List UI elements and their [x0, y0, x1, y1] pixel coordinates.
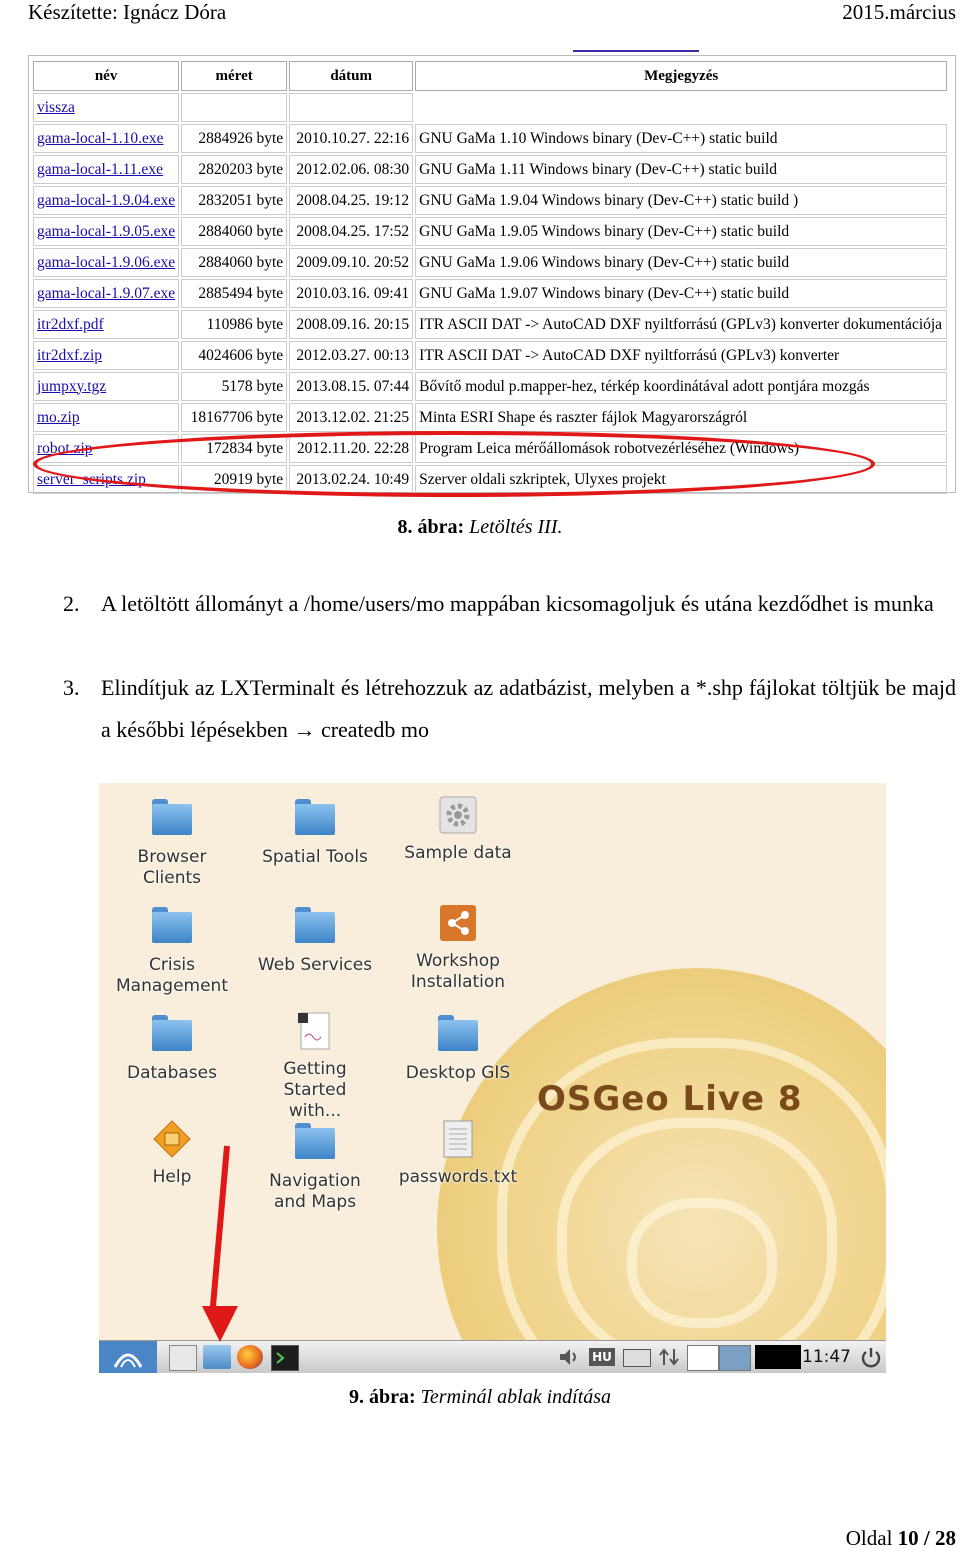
step-number: 3. [63, 675, 80, 700]
file-listing-screenshot [28, 55, 956, 493]
file-size: 2885494 byte [181, 279, 287, 308]
desktop-icon-label: Getting Started with... [283, 1059, 347, 1121]
desktop-icon-label: Help [152, 1167, 192, 1187]
desktop-icon-label: Spatial Tools [262, 847, 368, 867]
file-link[interactable]: gama-local-1.10.exe [37, 129, 164, 147]
show-desktop-button[interactable] [169, 1345, 197, 1371]
table-row [33, 403, 947, 432]
file-note: GNU GaMa 1.10 Windows binary (Dev-C++) static build [415, 124, 947, 153]
file-link[interactable]: mo.zip [37, 408, 80, 426]
figure-8-caption [0, 516, 960, 539]
file-link[interactable]: gama-local-1.11.exe [37, 160, 163, 178]
file-note: GNU GaMa 1.9.05 Windows binary (Dev-C++) static build [415, 217, 947, 246]
step-3 [63, 667, 956, 751]
link-underline-fragment [573, 50, 699, 52]
file-date: 2009.09.10. 20:52 [289, 248, 413, 277]
file-link[interactable]: gama-local-1.9.04.exe [37, 191, 176, 209]
step-text: A letöltött állományt a /home/users/mo mappában kicsomagoljuk és utána kezdődhet is munka [101, 591, 934, 616]
table-row [33, 279, 947, 308]
table-header-row [33, 61, 947, 91]
file-note: Bővítő modul p.mapper-hez, térkép koordinátával adott pontjára mozgás [415, 372, 947, 401]
caption-text: Letöltés III. [469, 516, 563, 538]
file-date: 2013.12.02. 21:25 [289, 403, 413, 432]
file-note: Szerver oldali szkriptek, Ulyxes projekt [415, 465, 947, 494]
cpu-monitor [755, 1345, 801, 1369]
column-header-date[interactable]: dátum [289, 61, 413, 91]
file-date: 2010.03.16. 09:41 [289, 279, 413, 308]
terminal-icon[interactable] [271, 1345, 299, 1371]
desktop-icon-label: Workshop Installation [410, 951, 506, 992]
file-size: 2820203 byte [181, 155, 287, 184]
desktop-icon[interactable] [398, 903, 518, 993]
file-link[interactable]: jumpxy.tgz [37, 377, 107, 395]
desktop-icon-label: Browser Clients [137, 847, 207, 888]
column-header-size[interactable]: méret [181, 61, 287, 91]
desktop-icon[interactable] [112, 795, 232, 889]
desktop-icon-label: Web Services [257, 955, 373, 975]
start-menu-button[interactable] [99, 1341, 157, 1373]
date-header: 2015.március [842, 0, 956, 24]
file-note: GNU GaMa 1.9.04 Windows binary (Dev-C++) static build ) [415, 186, 947, 215]
workspace-2[interactable] [719, 1345, 751, 1371]
network-icon[interactable] [657, 1345, 681, 1369]
file-link[interactable]: gama-local-1.9.07.exe [37, 284, 176, 302]
table-row [33, 186, 947, 215]
desktop-icon[interactable] [255, 1119, 375, 1213]
keyboard-layout-indicator[interactable]: HU [589, 1348, 615, 1366]
file-date: 2013.08.15. 07:44 [289, 372, 413, 401]
command-text: createdb mo [320, 717, 430, 742]
table-row [33, 310, 947, 339]
file-date: 2013.02.24. 10:49 [289, 465, 413, 494]
table-row [33, 341, 947, 370]
table-row-back [33, 93, 947, 122]
taskbar [99, 1340, 886, 1373]
firefox-icon[interactable] [237, 1345, 263, 1369]
desktop-icon[interactable] [398, 1011, 518, 1084]
workspace-1[interactable] [687, 1345, 719, 1371]
file-date: 2008.04.25. 19:12 [289, 186, 413, 215]
file-size: 110986 byte [181, 310, 287, 339]
step-number: 2. [63, 591, 80, 616]
file-date: 2010.10.27. 22:16 [289, 124, 413, 153]
file-size: 5178 byte [181, 372, 287, 401]
folder-icon [295, 799, 335, 839]
file-date: 2012.03.27. 00:13 [289, 341, 413, 370]
desktop-icon[interactable] [112, 1011, 232, 1084]
file-size: 2832051 byte [181, 186, 287, 215]
file-link[interactable]: robot.zip [37, 439, 93, 457]
desktop-icon[interactable] [255, 1011, 375, 1122]
file-note: Minta ESRI Shape és raszter fájlok Magyarországról [415, 403, 947, 432]
table-row [33, 372, 947, 401]
red-arrow-head [202, 1306, 238, 1342]
step-body: Elindítjuk az LXTerminalt és létrehozzuk az adatbázist, melyben a *.shp fájlokat töltjük be majd a későbbi lépésekben [101, 675, 956, 742]
folder-icon [295, 907, 335, 947]
clock[interactable]: 11:47 [802, 1347, 851, 1367]
table-row [33, 248, 947, 277]
folder-icon [295, 1123, 335, 1163]
step-text [101, 667, 956, 751]
caption-text: Terminál ablak indítása [420, 1386, 612, 1408]
file-size: 172834 byte [181, 434, 287, 463]
help-icon [152, 1119, 192, 1159]
folder-icon [152, 799, 192, 839]
file-link[interactable]: itr2dxf.zip [37, 346, 102, 364]
desktop-icon-label: passwords.txt [398, 1167, 518, 1187]
file-size: 2884060 byte [181, 217, 287, 246]
file-link[interactable]: itr2dxf.pdf [37, 315, 104, 333]
caption-label: 8. ábra: [397, 516, 465, 538]
column-header-name[interactable]: név [33, 61, 179, 91]
file-size: 2884060 byte [181, 248, 287, 277]
file-note: GNU GaMa 1.9.07 Windows binary (Dev-C++) static build [415, 279, 947, 308]
file-link[interactable]: gama-local-1.9.05.exe [37, 222, 176, 240]
file-note: ITR ASCII DAT -> AutoCAD DXF nyiltforrású (GPLv3) konverter [415, 341, 947, 370]
file-size: 18167706 byte [181, 403, 287, 432]
osgeo-start-icon [99, 1341, 157, 1373]
file-date: 2012.02.06. 08:30 [289, 155, 413, 184]
wallpaper-title: OSGeo Live 8 [537, 1079, 803, 1119]
file-note: Program Leica mérőállomások robotvezérléséhez (Windows) [415, 434, 947, 463]
file-size: 4024606 byte [181, 341, 287, 370]
arrow-right-icon: → [293, 717, 316, 742]
table-row [33, 217, 947, 246]
folder-icon [438, 1015, 478, 1055]
desktop-icon-label: Sample data [404, 843, 512, 863]
table-row [33, 124, 947, 153]
file-size: 20919 byte [181, 465, 287, 494]
gear-icon [438, 795, 478, 835]
file-note: ITR ASCII DAT -> AutoCAD DXF nyiltforrású (GPLv3) konverter dokumentációja [415, 310, 947, 339]
desktop-icon-label: Crisis Management [116, 955, 228, 996]
figure-9-caption [0, 1386, 960, 1409]
table-row [33, 155, 947, 184]
desktop-icon[interactable] [112, 1119, 232, 1188]
file-link[interactable]: server_scripts.zip [37, 470, 146, 488]
step-2 [63, 583, 956, 625]
caption-label: 9. ábra: [348, 1386, 416, 1408]
file-note: GNU GaMa 1.9.06 Windows binary (Dev-C++) static build [415, 248, 947, 277]
desktop-icon[interactable] [112, 903, 232, 997]
file-size: 2884926 byte [181, 124, 287, 153]
file-date: 2012.11.20. 22:28 [289, 434, 413, 463]
desktop-icon-label: Desktop GIS [405, 1063, 511, 1083]
folder-icon [152, 1015, 192, 1055]
volume-icon[interactable] [557, 1345, 581, 1369]
installer-icon [438, 903, 478, 943]
folder-icon [152, 907, 192, 947]
desktop-icon[interactable] [398, 1119, 518, 1188]
column-header-note[interactable]: Megjegyzés [415, 61, 947, 91]
highlight-oval-annotation [33, 431, 875, 497]
author-header: Készítette: Ignácz Dóra [28, 0, 227, 24]
file-link[interactable]: gama-local-1.9.06.exe [37, 253, 176, 271]
back-link[interactable]: vissza [37, 98, 75, 116]
file-date: 2008.04.25. 17:52 [289, 217, 413, 246]
page-number: Oldal 10 / 28 [845, 1526, 956, 1550]
desktop-icon[interactable] [255, 795, 375, 868]
desktop-icon-label: Navigation and Maps [269, 1171, 361, 1212]
document-icon [295, 1011, 335, 1051]
text-file-icon [438, 1119, 478, 1159]
file-note: GNU GaMa 1.11 Windows binary (Dev-C++) static build [415, 155, 947, 184]
keyboard-icon[interactable] [623, 1349, 651, 1367]
power-icon[interactable] [859, 1345, 883, 1369]
desktop-icon-label: Databases [127, 1063, 217, 1083]
file-manager-icon[interactable] [203, 1345, 231, 1369]
file-date: 2008.09.16. 20:15 [289, 310, 413, 339]
desktop-icon[interactable] [398, 795, 518, 864]
desktop-icon[interactable] [255, 903, 375, 976]
